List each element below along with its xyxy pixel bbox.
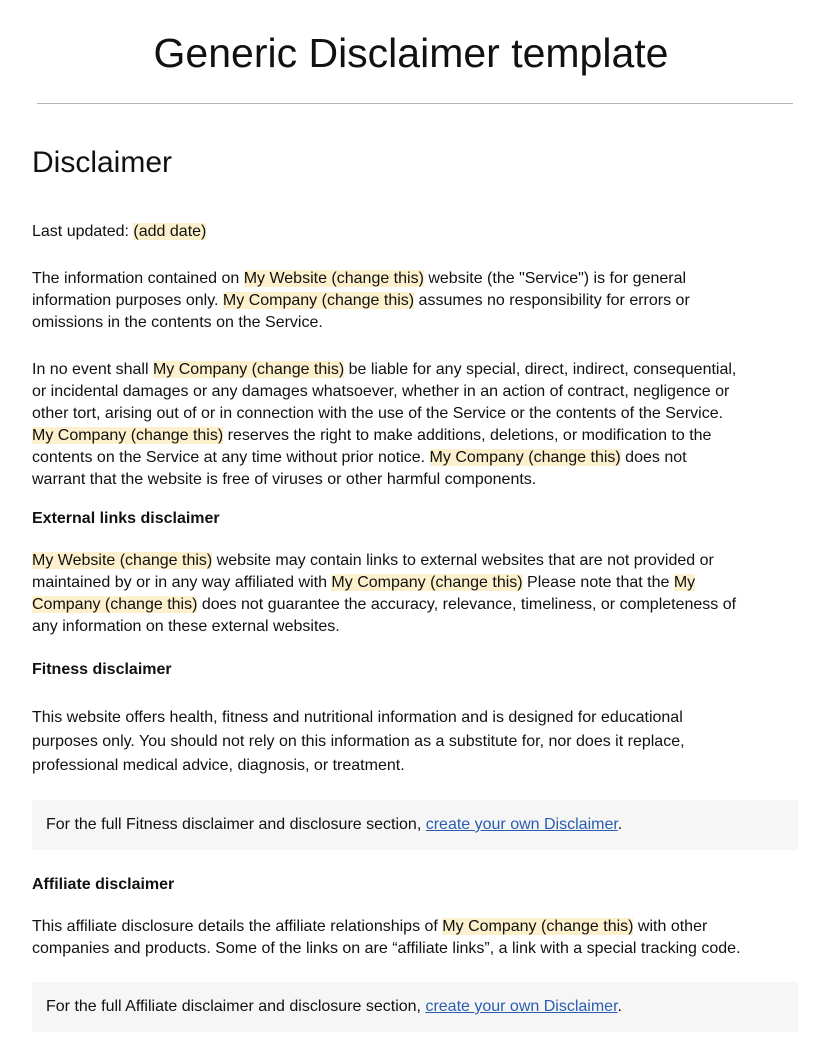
text-segment: professional medical advice, diagnosis, or treatment. (32, 757, 405, 774)
text-segment: does not guarantee the accuracy, relevance, timeliness, or completeness of (197, 596, 737, 613)
text-segment: information purposes only. (32, 292, 223, 309)
text-segment: The information contained on (32, 270, 244, 287)
text-segment: maintained by or in any way affiliated with (32, 574, 332, 591)
placeholder-my-company: My Company (change this) (331, 574, 523, 591)
text-segment: contents on the Service at any time without prior notice. (32, 449, 430, 466)
last-updated-placeholder: (add date) (133, 223, 207, 240)
external-links-paragraph (32, 550, 800, 638)
text-segment: reserves the right to make additions, deletions, or modification to the (223, 427, 712, 444)
text-segment: or incidental damages or any damages whatsoever, whether in an action of contract, negligence or (32, 383, 730, 400)
fitness-paragraph (32, 706, 800, 778)
callout-text: For the full Fitness disclaimer and disclosure section, (46, 816, 426, 833)
page-heading: Disclaimer (32, 146, 173, 179)
text-segment: purposes only. You should not rely on this information as a substitute for, nor does it replace, (32, 733, 685, 750)
liability-paragraph (32, 359, 800, 491)
affiliate-paragraph (32, 916, 800, 960)
text-segment: be liable for any special, direct, indirect, consequential, (344, 361, 737, 378)
placeholder-my-company: My Company (change this) (429, 449, 621, 466)
create-disclaimer-link[interactable]: create your own Disclaimer (425, 998, 618, 1015)
text-segment: This website offers health, fitness and nutritional information and is designed for educational (32, 709, 683, 726)
placeholder-my-website: My Website (change this) (32, 552, 213, 569)
text-segment: does not (620, 449, 687, 466)
text-segment: In no event shall (32, 361, 153, 378)
text-segment: other tort, arising out of or in connection with the use of the Service or the contents of the Service. (32, 405, 724, 422)
create-disclaimer-link[interactable]: create your own Disclaimer (425, 816, 618, 833)
external-links-heading: External links disclaimer (32, 510, 220, 527)
document-title: Generic Disclaimer template (153, 30, 669, 76)
text-segment: with other (633, 918, 708, 935)
placeholder-my-company: My Company (change this) (152, 361, 345, 378)
last-updated (32, 221, 800, 243)
affiliate-heading: Affiliate disclaimer (32, 876, 175, 893)
affiliate-callout (32, 982, 798, 1032)
placeholder-my-company-part1: My (673, 574, 696, 591)
text-segment: This affiliate disclosure details the affiliate relationships of (32, 918, 443, 935)
text-segment: website may contain links to external websites that are not provided or (212, 552, 714, 569)
text-segment: warrant that the website is free of viruses or other harmful components. (32, 471, 537, 488)
placeholder-my-website: My Website (change this) (243, 270, 424, 287)
fitness-callout (32, 800, 798, 850)
text-segment: omissions in the contents on the Service. (32, 314, 323, 331)
callout-period: . (617, 998, 622, 1015)
title-divider (37, 103, 793, 104)
intro-paragraph (32, 268, 800, 334)
text-segment: any information on these external websites. (32, 618, 340, 635)
text-segment: assumes no responsibility for errors or (414, 292, 690, 309)
text-segment: companies and products. Some of the links on are “affiliate links”, a link with a special tracking code. (32, 940, 741, 957)
placeholder-my-company-part2: Company (change this) (32, 596, 198, 613)
callout-text: For the full Affiliate disclaimer and disclosure section, (46, 998, 426, 1015)
callout-period: . (617, 816, 623, 833)
placeholder-my-company: My Company (change this) (222, 292, 415, 309)
text-segment: Please note that the (522, 574, 674, 591)
placeholder-my-company: My Company (change this) (32, 427, 224, 444)
text-segment: website (the "Service") is for general (423, 270, 687, 287)
last-updated-label: Last updated: (32, 223, 134, 240)
placeholder-my-company: My Company (change this) (442, 918, 634, 935)
fitness-heading: Fitness disclaimer (32, 661, 172, 678)
